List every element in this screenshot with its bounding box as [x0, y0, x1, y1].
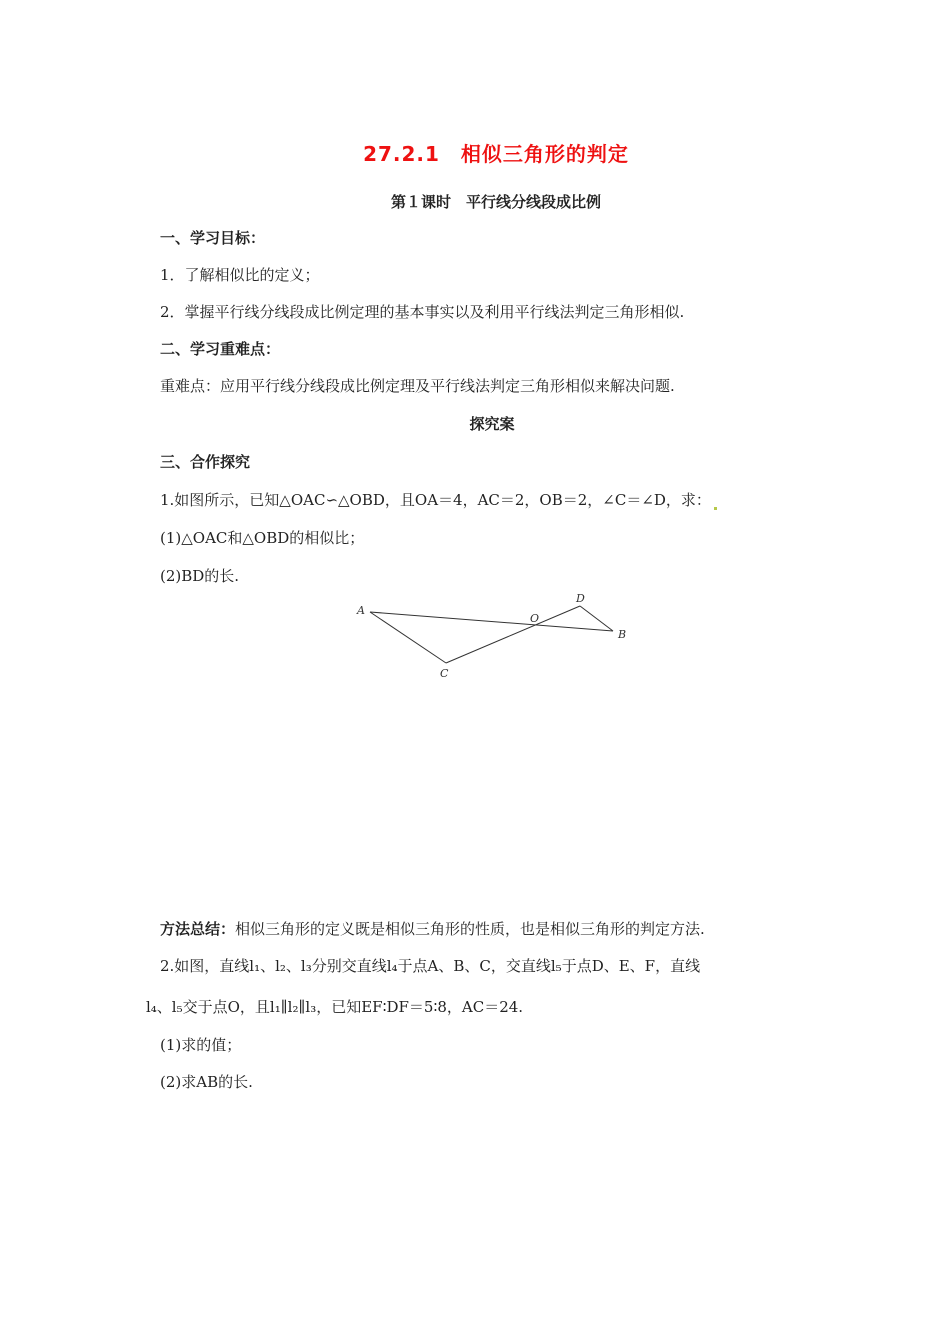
triangle-figure: [350, 590, 640, 685]
objective-item-2: 2．掌握平行线分线段成比例定理的基本事实以及利用平行线法判定三角形相似.: [160, 303, 685, 321]
label-O: O: [530, 612, 540, 625]
mark-dot: [714, 507, 717, 510]
method-summary: [160, 918, 705, 939]
question1-stem: [160, 489, 717, 510]
question1-part2: (2)BD的长.: [160, 567, 240, 585]
segment-AB: [370, 612, 613, 631]
section2-heading: 二、学习重难点：: [160, 340, 281, 358]
section1-heading: 一、学习目标：: [160, 229, 266, 247]
page-title: 27.2.1 相似三角形的判定: [363, 142, 629, 166]
segment-CD: [446, 606, 580, 663]
explore-heading: 探究案: [469, 415, 515, 433]
lesson-subtitle: 第１课时 平行线分线段成比例: [390, 193, 601, 211]
label-D: D: [576, 592, 585, 605]
question2-part1: (1)求的值；: [160, 1036, 242, 1054]
question1-stem-text: 1.如图所示，已知△OAC∽△OBD，且OA＝4，AC＝2，OB＝2，∠C＝∠D，求：: [160, 491, 711, 509]
label-A: A: [357, 604, 365, 617]
segment-AC: [370, 612, 446, 663]
question1-part1: (1)△OAC和△OBD的相似比；: [160, 529, 365, 547]
key-points-text: 重难点：应用平行线分线段成比例定理及平行线法判定三角形相似来解决问题.: [160, 377, 675, 395]
section3-heading: 三、合作探究: [160, 453, 251, 471]
label-B: B: [618, 628, 627, 641]
question2-line1: 2.如图，直线l₁、l₂、l₃分别交直线l₄于点A、B、C，交直线l₅于点D、E、F，直线: [160, 957, 701, 975]
objective-item-1: 1．了解相似比的定义；: [160, 266, 320, 284]
method-summary-label: 方法总结：: [160, 920, 236, 938]
method-summary-text: 相似三角形的定义既是相似三角形的性质，也是相似三角形的判定方法.: [235, 920, 705, 938]
segment-DB: [580, 606, 613, 631]
question2-part2: (2)求AB的长.: [160, 1073, 253, 1091]
label-C: C: [440, 667, 449, 680]
question2-line2: l₄、l₅交于点O，且l₁∥l₂∥l₃，已知EF∶DF＝5∶8，AC＝24.: [146, 998, 524, 1016]
